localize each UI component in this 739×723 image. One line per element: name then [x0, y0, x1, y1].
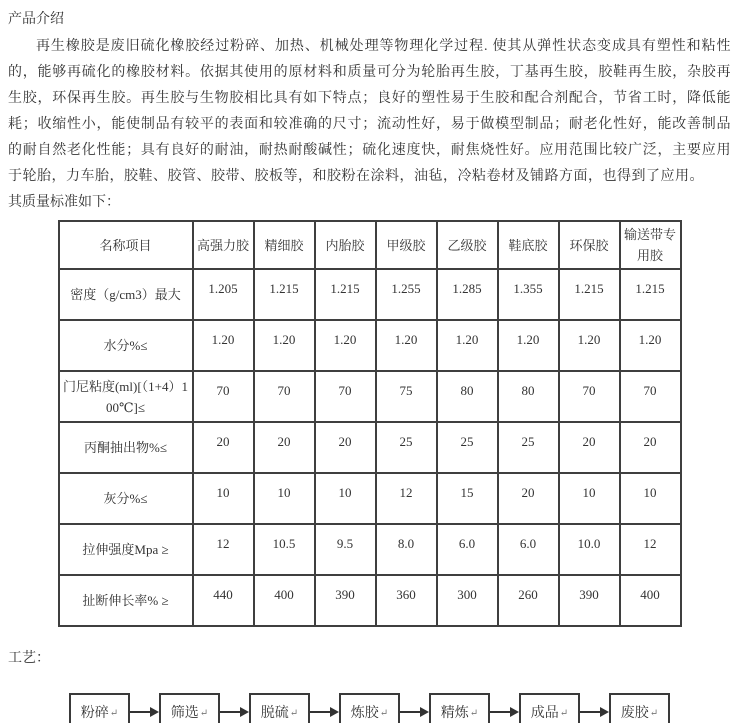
table-cell: 1.355: [498, 269, 559, 320]
table-cell: 8.0: [376, 524, 437, 575]
table-cell: 15: [437, 473, 498, 524]
table-row-label: 密度（g/cm3）最大: [59, 269, 193, 320]
table-cell: 1.285: [437, 269, 498, 320]
table-cell: 10: [254, 473, 315, 524]
table-cell: 400: [254, 575, 315, 626]
arrow-line: [220, 711, 240, 713]
table-row-label: 拉伸强度Mpa ≥: [59, 524, 193, 575]
table-cell: 25: [498, 422, 559, 473]
table-cell: 20: [559, 422, 620, 473]
table-cell: 20: [193, 422, 254, 473]
table-cell: 10: [315, 473, 376, 524]
table-cell: 12: [193, 524, 254, 575]
table-cell: 1.20: [437, 320, 498, 371]
process-flow-diagram: [8, 693, 731, 723]
table-cell: 1.205: [193, 269, 254, 320]
table-row: [59, 422, 681, 473]
flow-step-label: 成品: [530, 705, 559, 721]
table-cell: 1.20: [559, 320, 620, 371]
arrow-head: [150, 707, 159, 717]
arrow-right-icon: [490, 707, 519, 717]
table-header-cell: 环保胶: [559, 221, 620, 269]
arrow-right-icon: [220, 707, 249, 717]
arrow-head: [510, 707, 519, 717]
table-cell: 300: [437, 575, 498, 626]
flow-step-4: [339, 693, 400, 723]
table-header-cell: 乙级胶: [437, 221, 498, 269]
table-cell: 10: [620, 473, 681, 524]
flow-step-label: 粉碎: [80, 705, 109, 721]
arrow-head: [600, 707, 609, 717]
arrow-line: [580, 711, 600, 713]
table-row-label: 扯断伸长率% ≥: [59, 575, 193, 626]
table-cell: 360: [376, 575, 437, 626]
return-mark: ↵: [199, 708, 209, 719]
table-cell: 1.255: [376, 269, 437, 320]
flow-step-6: [519, 693, 580, 723]
table-cell: 400: [620, 575, 681, 626]
return-mark: ↵: [289, 708, 299, 719]
flow-step-3: [249, 693, 310, 723]
table-cell: 390: [559, 575, 620, 626]
table-cell: 20: [498, 473, 559, 524]
table-cell: 1.215: [254, 269, 315, 320]
arrow-line: [490, 711, 510, 713]
table-cell: 10.0: [559, 524, 620, 575]
table-row: [59, 320, 681, 371]
table-cell: 80: [437, 371, 498, 422]
arrow-right-icon: [400, 707, 429, 717]
table-cell: 12: [376, 473, 437, 524]
arrow-line: [310, 711, 330, 713]
table-cell: 1.20: [620, 320, 681, 371]
table-cell: 1.20: [254, 320, 315, 371]
table-cell: 1.215: [620, 269, 681, 320]
arrow-line: [400, 711, 420, 713]
process-caption: 工艺：: [8, 651, 50, 666]
table-cell: 390: [315, 575, 376, 626]
table-row: [59, 575, 681, 626]
flow-step-7: [609, 693, 670, 723]
table-cell: 20: [620, 422, 681, 473]
table-row: [59, 473, 681, 524]
table-cell: 20: [254, 422, 315, 473]
arrow-head: [420, 707, 429, 717]
intro-paragraph: 再生橡胶是废旧硫化橡胶经过粉碎、加热、机械处理等物理化学过程. 使其从弹性状态变成具有塑性和粘性的，能够再硫化的橡胶材料。依据其使用的原材料和质量可分为轮胎再生胶，丁基再生胶，胶鞋再生胶，杂胶再生胶，环保再生胶。再生胶与生物胶相比具有如下特点；良好的塑性易于生胶和配合剂配合，节省工时，降低能耗；收缩性小，能使制品有较平的表面和较准确的尺寸；流动性好，易于做模型制品；耐老化性好，能改善制品的耐自然老化性能；具有良好的耐油，耐热耐酸碱性；硫化速度快，耐焦烧性好。应用范围比较广泛，主要应用于轮胎，力车胎，胶鞋、胶管、胶带、胶板等，和胶粉在涂料，油毡，冷粘卷材及铺路方面，也得到了应用。: [8, 39, 731, 184]
table-row: [59, 524, 681, 575]
table-cell: 1.20: [193, 320, 254, 371]
table-cell: 75: [376, 371, 437, 422]
table-cell: 1.20: [376, 320, 437, 371]
table-cell: 25: [437, 422, 498, 473]
table-cell: 70: [315, 371, 376, 422]
table-header-cell: 高强力胶: [193, 221, 254, 269]
table-cell: 6.0: [498, 524, 559, 575]
table-header-cell: 名称项目: [59, 221, 193, 269]
table-cell: 1.215: [315, 269, 376, 320]
table-cell: 9.5: [315, 524, 376, 575]
arrow-head: [330, 707, 339, 717]
table-row: [59, 371, 681, 422]
table-cell: 1.20: [315, 320, 376, 371]
table-cell: 70: [193, 371, 254, 422]
table-cell: 440: [193, 575, 254, 626]
table-row-label: 水分%≤: [59, 320, 193, 371]
return-mark: ↵: [469, 708, 479, 719]
table-cell: 1.215: [559, 269, 620, 320]
table-header-cell: 精细胶: [254, 221, 315, 269]
table-cell: 80: [498, 371, 559, 422]
table-cell: 6.0: [437, 524, 498, 575]
quality-standards-table: [58, 220, 682, 627]
table-cell: 70: [254, 371, 315, 422]
return-mark: ↵: [109, 708, 119, 719]
table-header-cell: 甲级胶: [376, 221, 437, 269]
flow-step-1: [69, 693, 130, 723]
flow-step-label: 筛选: [170, 705, 199, 721]
table-header-cell: 内胎胶: [315, 221, 376, 269]
page-title: 产品介绍: [8, 12, 64, 27]
table-cell: 10.5: [254, 524, 315, 575]
arrow-right-icon: [580, 707, 609, 717]
return-mark: ↵: [379, 708, 389, 719]
table-header-cell: 鞋底胶: [498, 221, 559, 269]
table-row-label: 丙酮抽出物%≤: [59, 422, 193, 473]
flow-step-2: [159, 693, 220, 723]
arrow-right-icon: [310, 707, 339, 717]
table-cell: 10: [559, 473, 620, 524]
table-row-label: 灰分%≤: [59, 473, 193, 524]
table-cell: 70: [559, 371, 620, 422]
flow-step-label: 炼胶: [350, 705, 379, 721]
table-cell: 260: [498, 575, 559, 626]
table-row: [59, 269, 681, 320]
table-cell: 20: [315, 422, 376, 473]
table-header-cell: 输送带专用胶: [620, 221, 681, 269]
arrow-right-icon: [130, 707, 159, 717]
table-cell: 25: [376, 422, 437, 473]
return-mark: ↵: [649, 708, 659, 719]
flow-step-label: 精炼: [440, 705, 469, 721]
flow-step-label: 脱硫: [260, 705, 289, 721]
flow-step-5: [429, 693, 490, 723]
table-cell: 70: [620, 371, 681, 422]
standards-caption: 其质量标准如下：: [8, 195, 120, 210]
flow-step-label: 废胶: [620, 705, 649, 721]
table-row-label: 门尼粘度(ml)[（1+4）100℃]≤: [59, 371, 193, 422]
return-mark: ↵: [559, 708, 569, 719]
arrow-head: [240, 707, 249, 717]
table-cell: 1.20: [498, 320, 559, 371]
table-cell: 10: [193, 473, 254, 524]
table-cell: 12: [620, 524, 681, 575]
arrow-line: [130, 711, 150, 713]
table-header-row: [59, 221, 681, 269]
